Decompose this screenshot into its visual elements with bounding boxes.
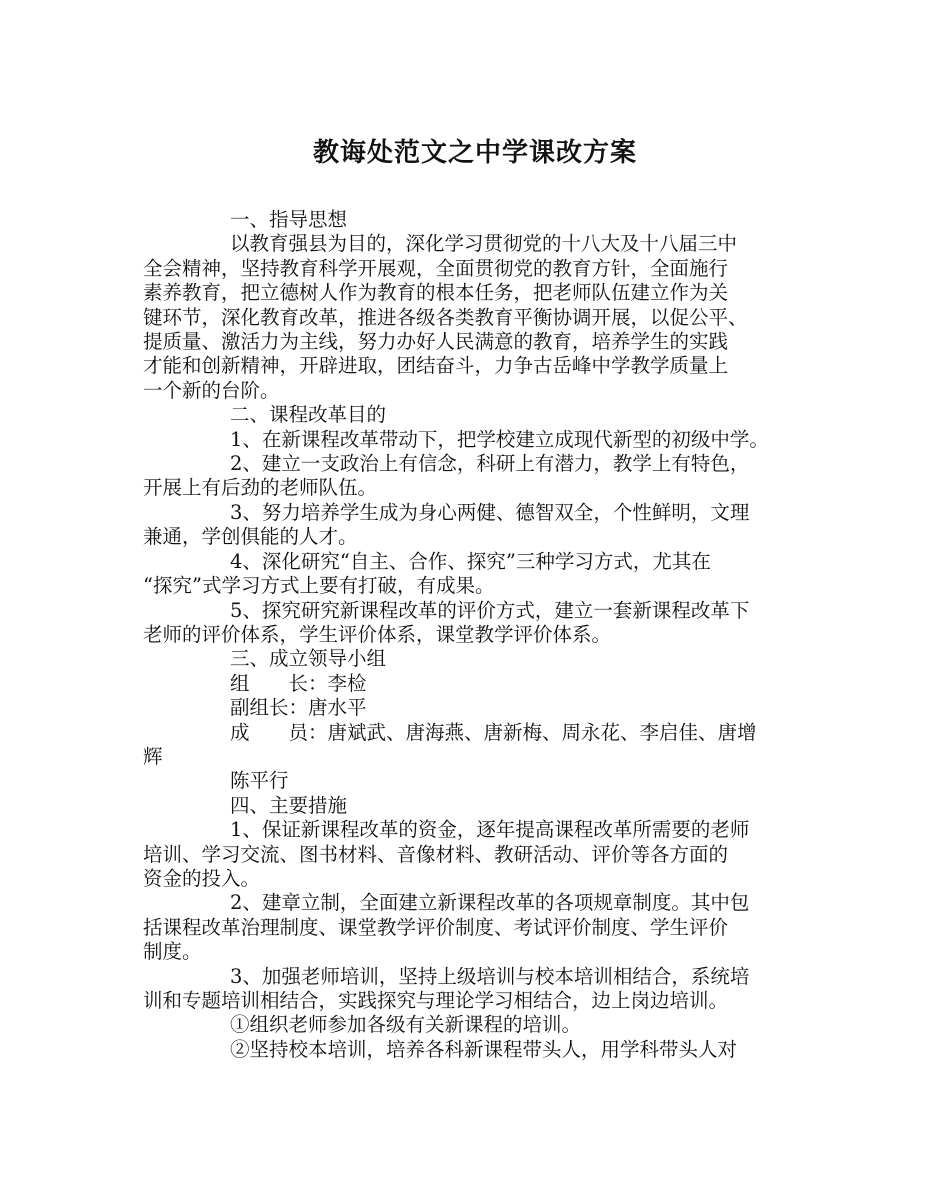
text-line: 三、成立领导小组 [230, 647, 387, 671]
text-line: 资金的投入。 [143, 866, 261, 890]
text-line: 老师的评价体系，学生评价体系，课堂教学评价体系。 [143, 622, 612, 646]
text-line: 四、主要措施 [230, 793, 348, 817]
text-line: 陈平行 [230, 769, 289, 793]
document-title: 教诲处范文之中学课改方案 [312, 138, 637, 168]
text-line: 二、课程改革目的 [230, 403, 387, 427]
text-line: 以教育强县为目的，深化学习贯彻党的十八大及十八届三中 [230, 232, 738, 256]
text-line: 才能和创新精神，开辟进取，团结奋斗，力争古岳峰中学教学质量上 [143, 354, 729, 378]
text-line: ①组织老师参加各级有关新课程的培训。 [230, 1013, 582, 1037]
text-line: 括课程改革治理制度、课堂教学评价制度、考试评价制度、学生评价 [143, 915, 729, 939]
text-line: 一、指导思想 [230, 208, 348, 231]
text-line: 5、探究研究新课程改革的评价方式，建立一套新课程改革下 [230, 598, 750, 622]
text-line: 1、保证新课程改革的资金，逐年提高课程改革所需要的老师 [230, 818, 750, 842]
text-line: 提质量、激活力为主线，努力办好人民满意的教育，培养学生的实践 [143, 330, 729, 354]
text-line: 成 员：唐斌武、唐海燕、唐新梅、周永花、李启佳、唐增 [230, 720, 757, 744]
text-line: 键环节，深化教育改革，推进各级各类教育平衡协调开展，以促公平、 [143, 305, 748, 329]
text-line: 全会精神，坚持教育科学开展观，全面贯彻党的教育方针，全面施行 [143, 256, 729, 280]
text-line: 开展上有后劲的老师队伍。 [143, 476, 378, 500]
text-line: 制度。 [143, 940, 202, 964]
text-line: 2、建立一支政治上有信念，科研上有潜力，教学上有特色， [230, 452, 750, 476]
text-line: 3、努力培养学生成为身心两健、德智双全，个性鲜明，文理 [230, 500, 750, 524]
text-line: 一个新的台阶。 [143, 378, 280, 402]
text-line: “探究”式学习方式上要有打破，有成果。 [143, 574, 495, 598]
text-line: 1、在新课程改革带动下，把学校建立成现代新型的初级中学。 [230, 427, 769, 451]
text-line: 兼通，学创俱能的人才。 [143, 525, 358, 549]
text-line: ②坚持校本培训，培养各科新课程带头人，用学科带头人对 [230, 1037, 738, 1061]
text-line: 训和专题培训相结合，实践探究与理论学习相结合，边上岗边培训。 [143, 989, 729, 1012]
text-line: 组 长：李检 [230, 671, 367, 695]
text-line: 2、建章立制，全面建立新课程改革的各项规章制度。其中包 [230, 891, 750, 915]
document-body [143, 208, 811, 1062]
text-line: 4、深化研究“自主、合作、探究”三种学习方式，尤其在 [230, 549, 711, 573]
text-line: 素养教育，把立德树人作为教育的根本任务，把老师队伍建立作为关 [143, 281, 729, 305]
text-line: 3、加强老师培训，坚持上级培训与校本培训相结合，系统培 [230, 964, 750, 988]
text-line: 辉 [143, 744, 163, 768]
text-line: 培训、学习交流、图书材料、音像材料、教研活动、评价等各方面的 [143, 842, 729, 866]
text-line: 副组长：唐水平 [230, 696, 367, 720]
